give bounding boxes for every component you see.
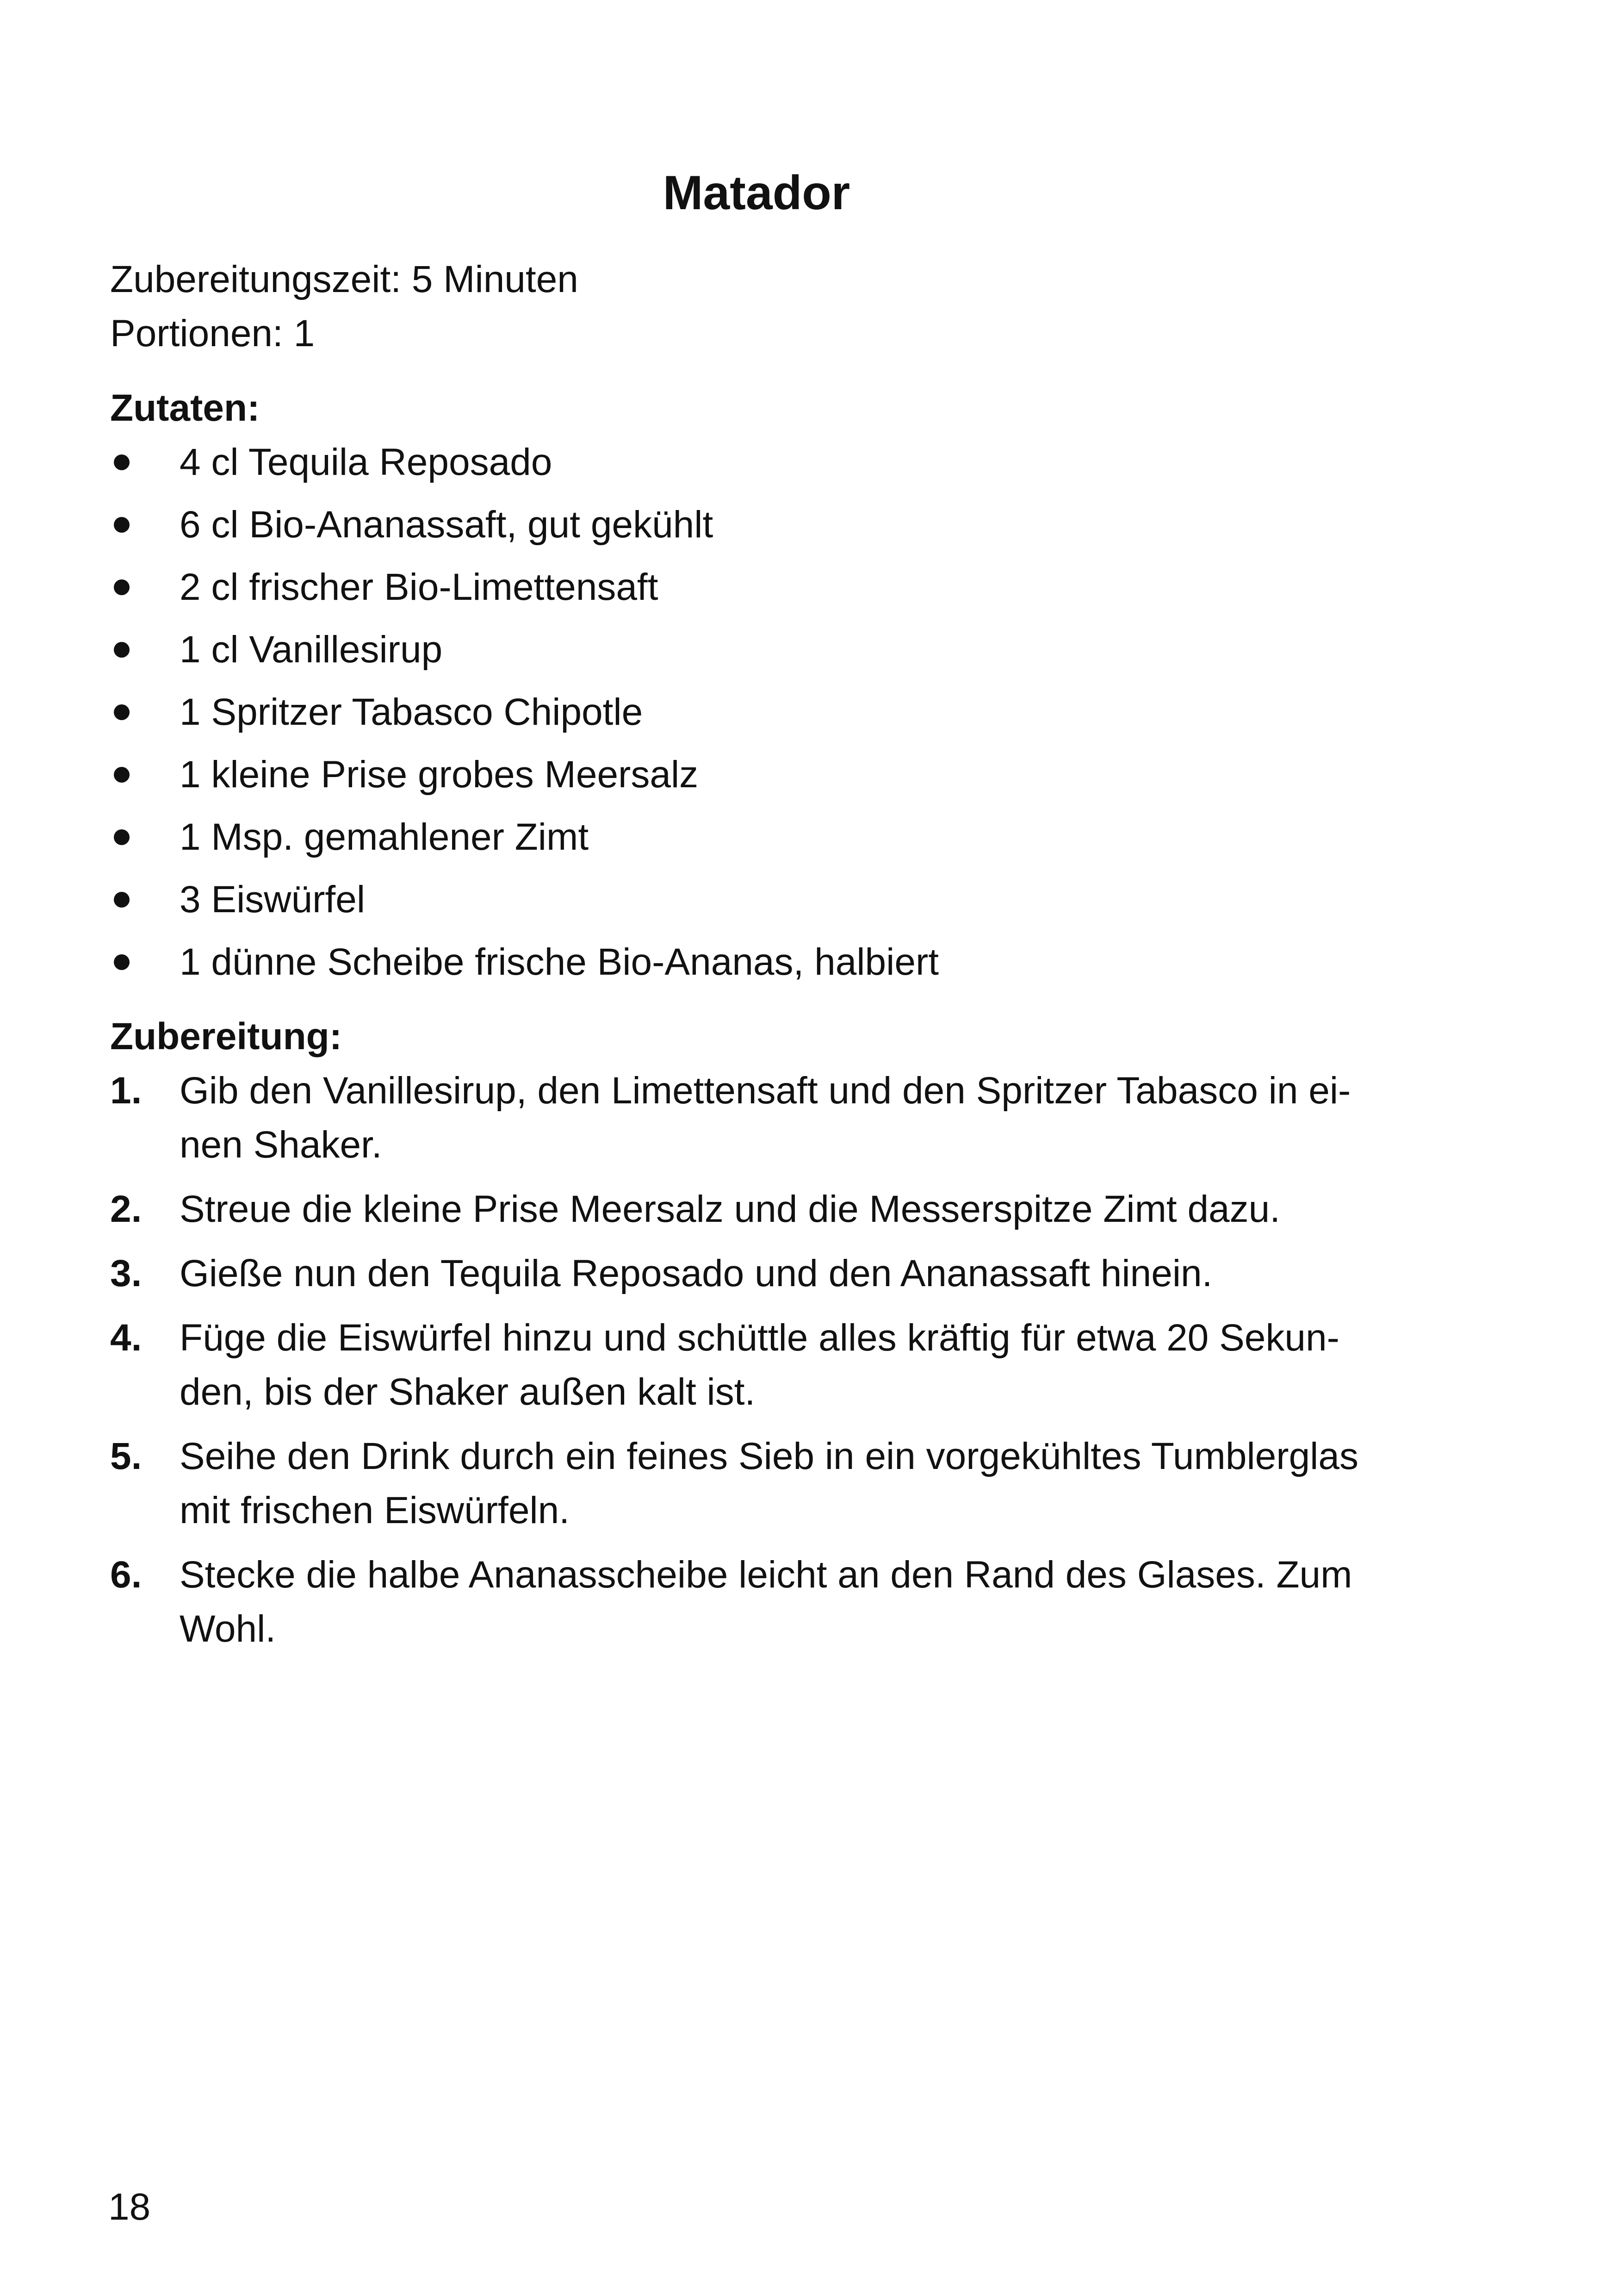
step-item <box>110 1311 1420 1419</box>
bullet-icon <box>114 954 130 970</box>
step-item <box>110 1246 1420 1300</box>
ingredient-item <box>110 685 1420 739</box>
ingredient-text: 1 Msp. gemahlener Zimt <box>180 816 589 858</box>
bullet-icon <box>114 517 130 533</box>
step-number: 2. <box>110 1188 142 1230</box>
preparation-steps <box>110 1064 1420 1656</box>
servings: Portionen: 1 <box>110 312 315 355</box>
ingredients-list <box>110 435 1420 989</box>
page-number: 18 <box>108 2186 151 2228</box>
step-text-line: Streue die kleine Prise Meersalz und die Messerspitze Zimt dazu. <box>180 1188 1281 1230</box>
ingredient-item <box>110 872 1420 927</box>
ingredient-item <box>110 622 1420 677</box>
step-text-line: Füge die Eiswürfel hinzu und schüttle alles kräftig für etwa 20 Sekun- <box>180 1317 1339 1359</box>
bullet-icon <box>114 579 130 595</box>
preparation-heading: Zubereitung: <box>110 1015 342 1058</box>
recipe-title: Matador <box>663 166 850 220</box>
step-text-line: Gib den Vanillesirup, den Limettensaft und den Spritzer Tabasco in ei- <box>180 1070 1351 1112</box>
ingredient-item <box>110 747 1420 802</box>
step-number: 5. <box>110 1435 142 1477</box>
step-item <box>110 1548 1420 1656</box>
step-number: 6. <box>110 1554 142 1596</box>
ingredient-item <box>110 560 1420 614</box>
ingredient-text: 1 Spritzer Tabasco Chipotle <box>180 691 643 733</box>
step-text-line: den, bis der Shaker außen kalt ist. <box>180 1371 756 1413</box>
step-number: 3. <box>110 1252 142 1294</box>
ingredient-text: 2 cl frischer Bio-Limettensaft <box>180 566 658 608</box>
bullet-icon <box>114 829 130 845</box>
ingredient-text: 4 cl Tequila Reposado <box>180 441 552 483</box>
step-item <box>110 1064 1420 1172</box>
ingredient-text: 1 dünne Scheibe frische Bio-Ananas, halbiert <box>180 941 939 983</box>
ingredient-text: 3 Eiswürfel <box>180 878 366 921</box>
step-number: 4. <box>110 1317 142 1359</box>
step-number: 1. <box>110 1070 142 1112</box>
ingredient-text: 1 cl Vanillesirup <box>180 628 443 671</box>
step-item <box>110 1429 1420 1537</box>
step-text-line: Gieße nun den Tequila Reposado und den Ananassaft hinein. <box>180 1252 1213 1294</box>
ingredient-item <box>110 935 1420 989</box>
ingredient-text: 1 kleine Prise grobes Meersalz <box>180 753 699 796</box>
step-text-line: Seihe den Drink durch ein feines Sieb in ein vorgekühltes Tumblerglas <box>180 1435 1359 1477</box>
bullet-icon <box>114 892 130 908</box>
bullet-icon <box>114 454 130 470</box>
step-text-line: Stecke die halbe Ananasscheibe leicht an den Rand des Glases. Zum <box>180 1554 1352 1596</box>
bullet-icon <box>114 767 130 783</box>
bullet-icon <box>114 642 130 658</box>
ingredient-item <box>110 435 1420 489</box>
step-item <box>110 1182 1420 1236</box>
ingredient-item <box>110 498 1420 552</box>
recipe-content <box>110 252 1420 1666</box>
step-text-line: nen Shaker. <box>180 1124 382 1166</box>
step-text-line: Wohl. <box>180 1608 276 1650</box>
step-text-line: mit frischen Eiswürfeln. <box>180 1489 570 1531</box>
ingredient-item <box>110 810 1420 864</box>
ingredients-heading: Zutaten: <box>110 387 260 429</box>
ingredient-text: 6 cl Bio-Ananassaft, gut gekühlt <box>180 504 713 546</box>
bullet-icon <box>114 704 130 720</box>
prep-time: Zubereitungszeit: 5 Minuten <box>110 258 578 300</box>
